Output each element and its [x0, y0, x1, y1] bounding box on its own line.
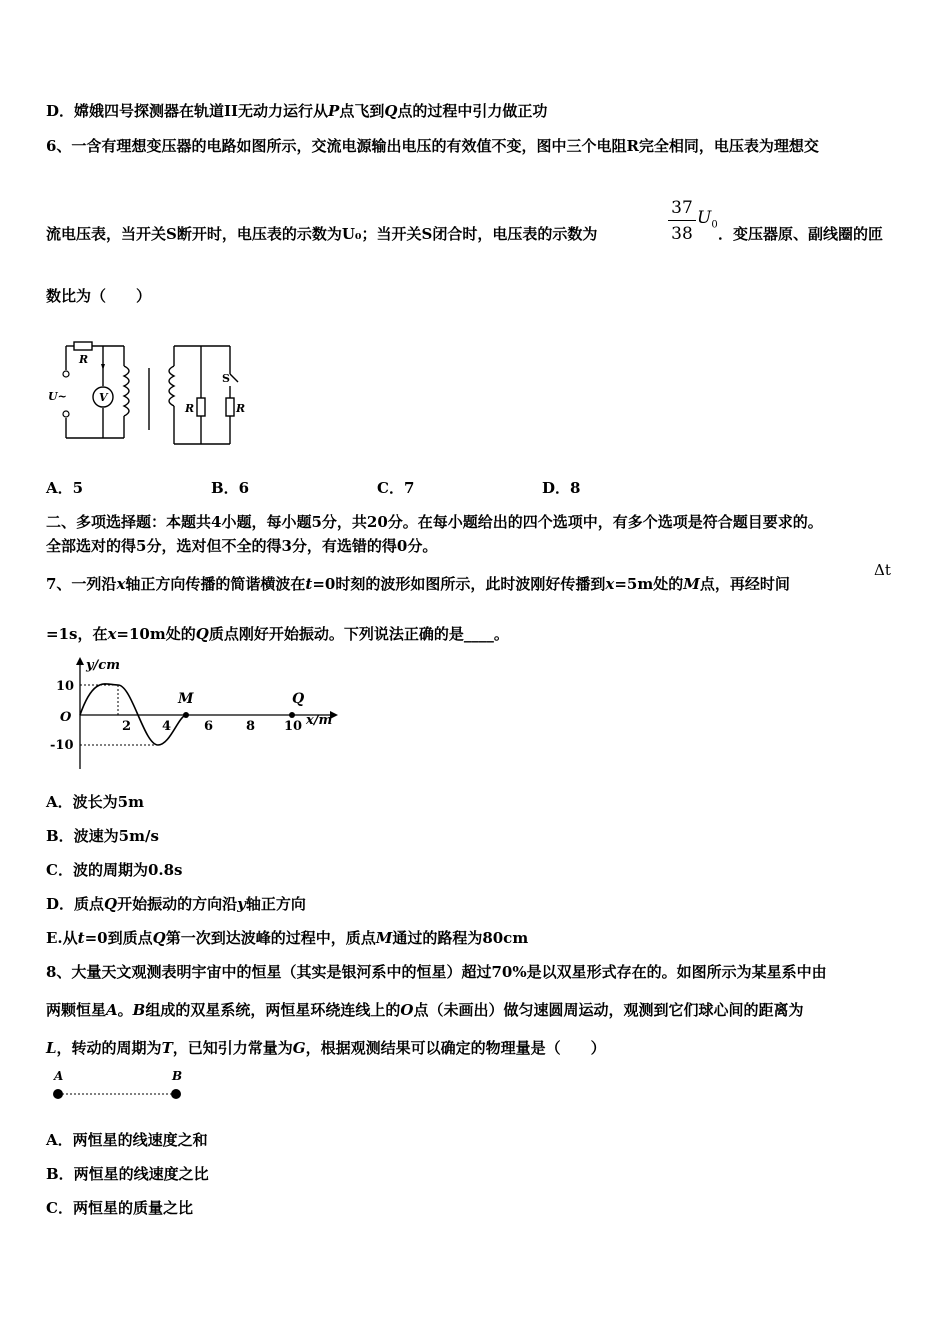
circuit-label-u: U~ [48, 390, 67, 403]
q6-stem-line1: 6、一含有理想变压器的电路如图所示，交流电源输出电压的有效值不变，图中三个电阻R完全相同，电压表为理想交 [46, 137, 819, 155]
q7-option-a[interactable]: A．波长为5m [46, 793, 144, 811]
q6-circuit-diagram [46, 338, 256, 453]
q6-stem-line2-end: ．变压器原、副线圈的匝 [718, 225, 884, 243]
q7-wave-graph [46, 655, 346, 773]
graph-x-tick-10: 10 [284, 719, 303, 734]
q8-option-c[interactable]: C．两恒星的质量之比 [46, 1199, 193, 1217]
q8-option-b[interactable]: B．两恒星的线速度之比 [46, 1165, 209, 1183]
q7-option-b[interactable]: B．波速为5m/s [46, 827, 159, 845]
graph-x-tick-2: 2 [122, 719, 132, 734]
q8-stem-line3: L，转动的周期为T，已知引力常量为G，根据观测结果可以确定的物理量是（ ） [46, 1039, 606, 1057]
q7-stem-line2: =1s，在x=10m处的Q质点刚好开始振动。下列说法正确的是____。 [46, 625, 509, 643]
graph-point-q: Q [292, 691, 305, 707]
q6-option-a[interactable]: A．5 [46, 479, 84, 497]
q7-delta-t: Δt [874, 561, 891, 579]
q6-option-d[interactable]: D．8 [542, 479, 581, 497]
circuit-label-r2: R [185, 402, 195, 415]
graph-y-axis-label: y/cm [86, 658, 120, 673]
q8-binary-star-diagram [46, 1068, 196, 1104]
circuit-label-s: S [222, 372, 230, 385]
graph-x-tick-8: 8 [246, 719, 256, 734]
circuit-label-r3: R [236, 402, 246, 415]
q6-fraction [668, 198, 696, 244]
q6-option-c[interactable]: C．7 [377, 479, 415, 497]
q6-stem-line3: 数比为（ ） [46, 287, 152, 305]
graph-y-tick-10: 10 [56, 679, 75, 694]
q5-option-d: D．嫦娥四号探测器在轨道II无动力运行从P点飞到Q点的过程中引力做正功 [46, 102, 548, 120]
q7-stem-line1: 7、一列沿x轴正方向传播的简谐横波在t=0时刻的波形如图所示，此时波刚好传播到x=5m处的M点，再经时间 [46, 575, 790, 593]
q7-option-c[interactable]: C．波的周期为0.8s [46, 861, 183, 879]
fraction-bar [668, 220, 696, 221]
circuit-label-v: V [99, 391, 108, 404]
section2-heading-line1: 二、多项选择题：本题共4小题，每小题5分，共20分。在每小题给出的四个选项中，有多个选项是符合题目要求的。 [46, 513, 823, 531]
fraction-numerator: 37 [671, 198, 693, 218]
star-a [53, 1089, 63, 1099]
fraction-denominator: 38 [671, 224, 693, 244]
graph-y-tick-neg10: -10 [50, 738, 74, 753]
q8-stem-line1: 8、大量天文观测表明宇宙中的恒星（其实是银河系中的恒星）超过70%是以双星形式存在的。如图所示为某星系中由 [46, 963, 827, 981]
star-b [171, 1089, 181, 1099]
q6-stem-line2: 流电压表，当开关S断开时，电压表的示数为U₀；当开关S闭合时，电压表的示数为 [46, 225, 598, 243]
q6-option-b[interactable]: B．6 [211, 479, 250, 497]
graph-point-m: M [178, 691, 194, 707]
star-label-a: A [54, 1069, 64, 1083]
circuit-label-r: R [79, 353, 89, 366]
graph-origin: O [60, 710, 72, 725]
q6-u0-symbol: $U_0$ [697, 208, 718, 231]
graph-x-tick-4: 4 [162, 719, 172, 734]
section2-heading-line2: 全部选对的得5分，选对但不全的得3分，有选错的得0分。 [46, 537, 438, 555]
q8-stem-line2: 两颗恒星A。B组成的双星系统，两恒星环绕连线上的O点（未画出）做匀速圆周运动，观测到它们球心间的距离为 [46, 1001, 804, 1019]
star-label-b: B [172, 1069, 183, 1083]
q7-option-d[interactable]: D．质点Q开始振动的方向沿y轴正方向 [46, 895, 306, 913]
q7-option-e[interactable]: E.从t=0到质点Q第一次到达波峰的过程中，质点M通过的路程为80cm [46, 929, 529, 947]
q8-option-a[interactable]: A．两恒星的线速度之和 [46, 1131, 208, 1149]
graph-x-tick-6: 6 [204, 719, 214, 734]
graph-x-axis-label: x/m [306, 713, 333, 728]
